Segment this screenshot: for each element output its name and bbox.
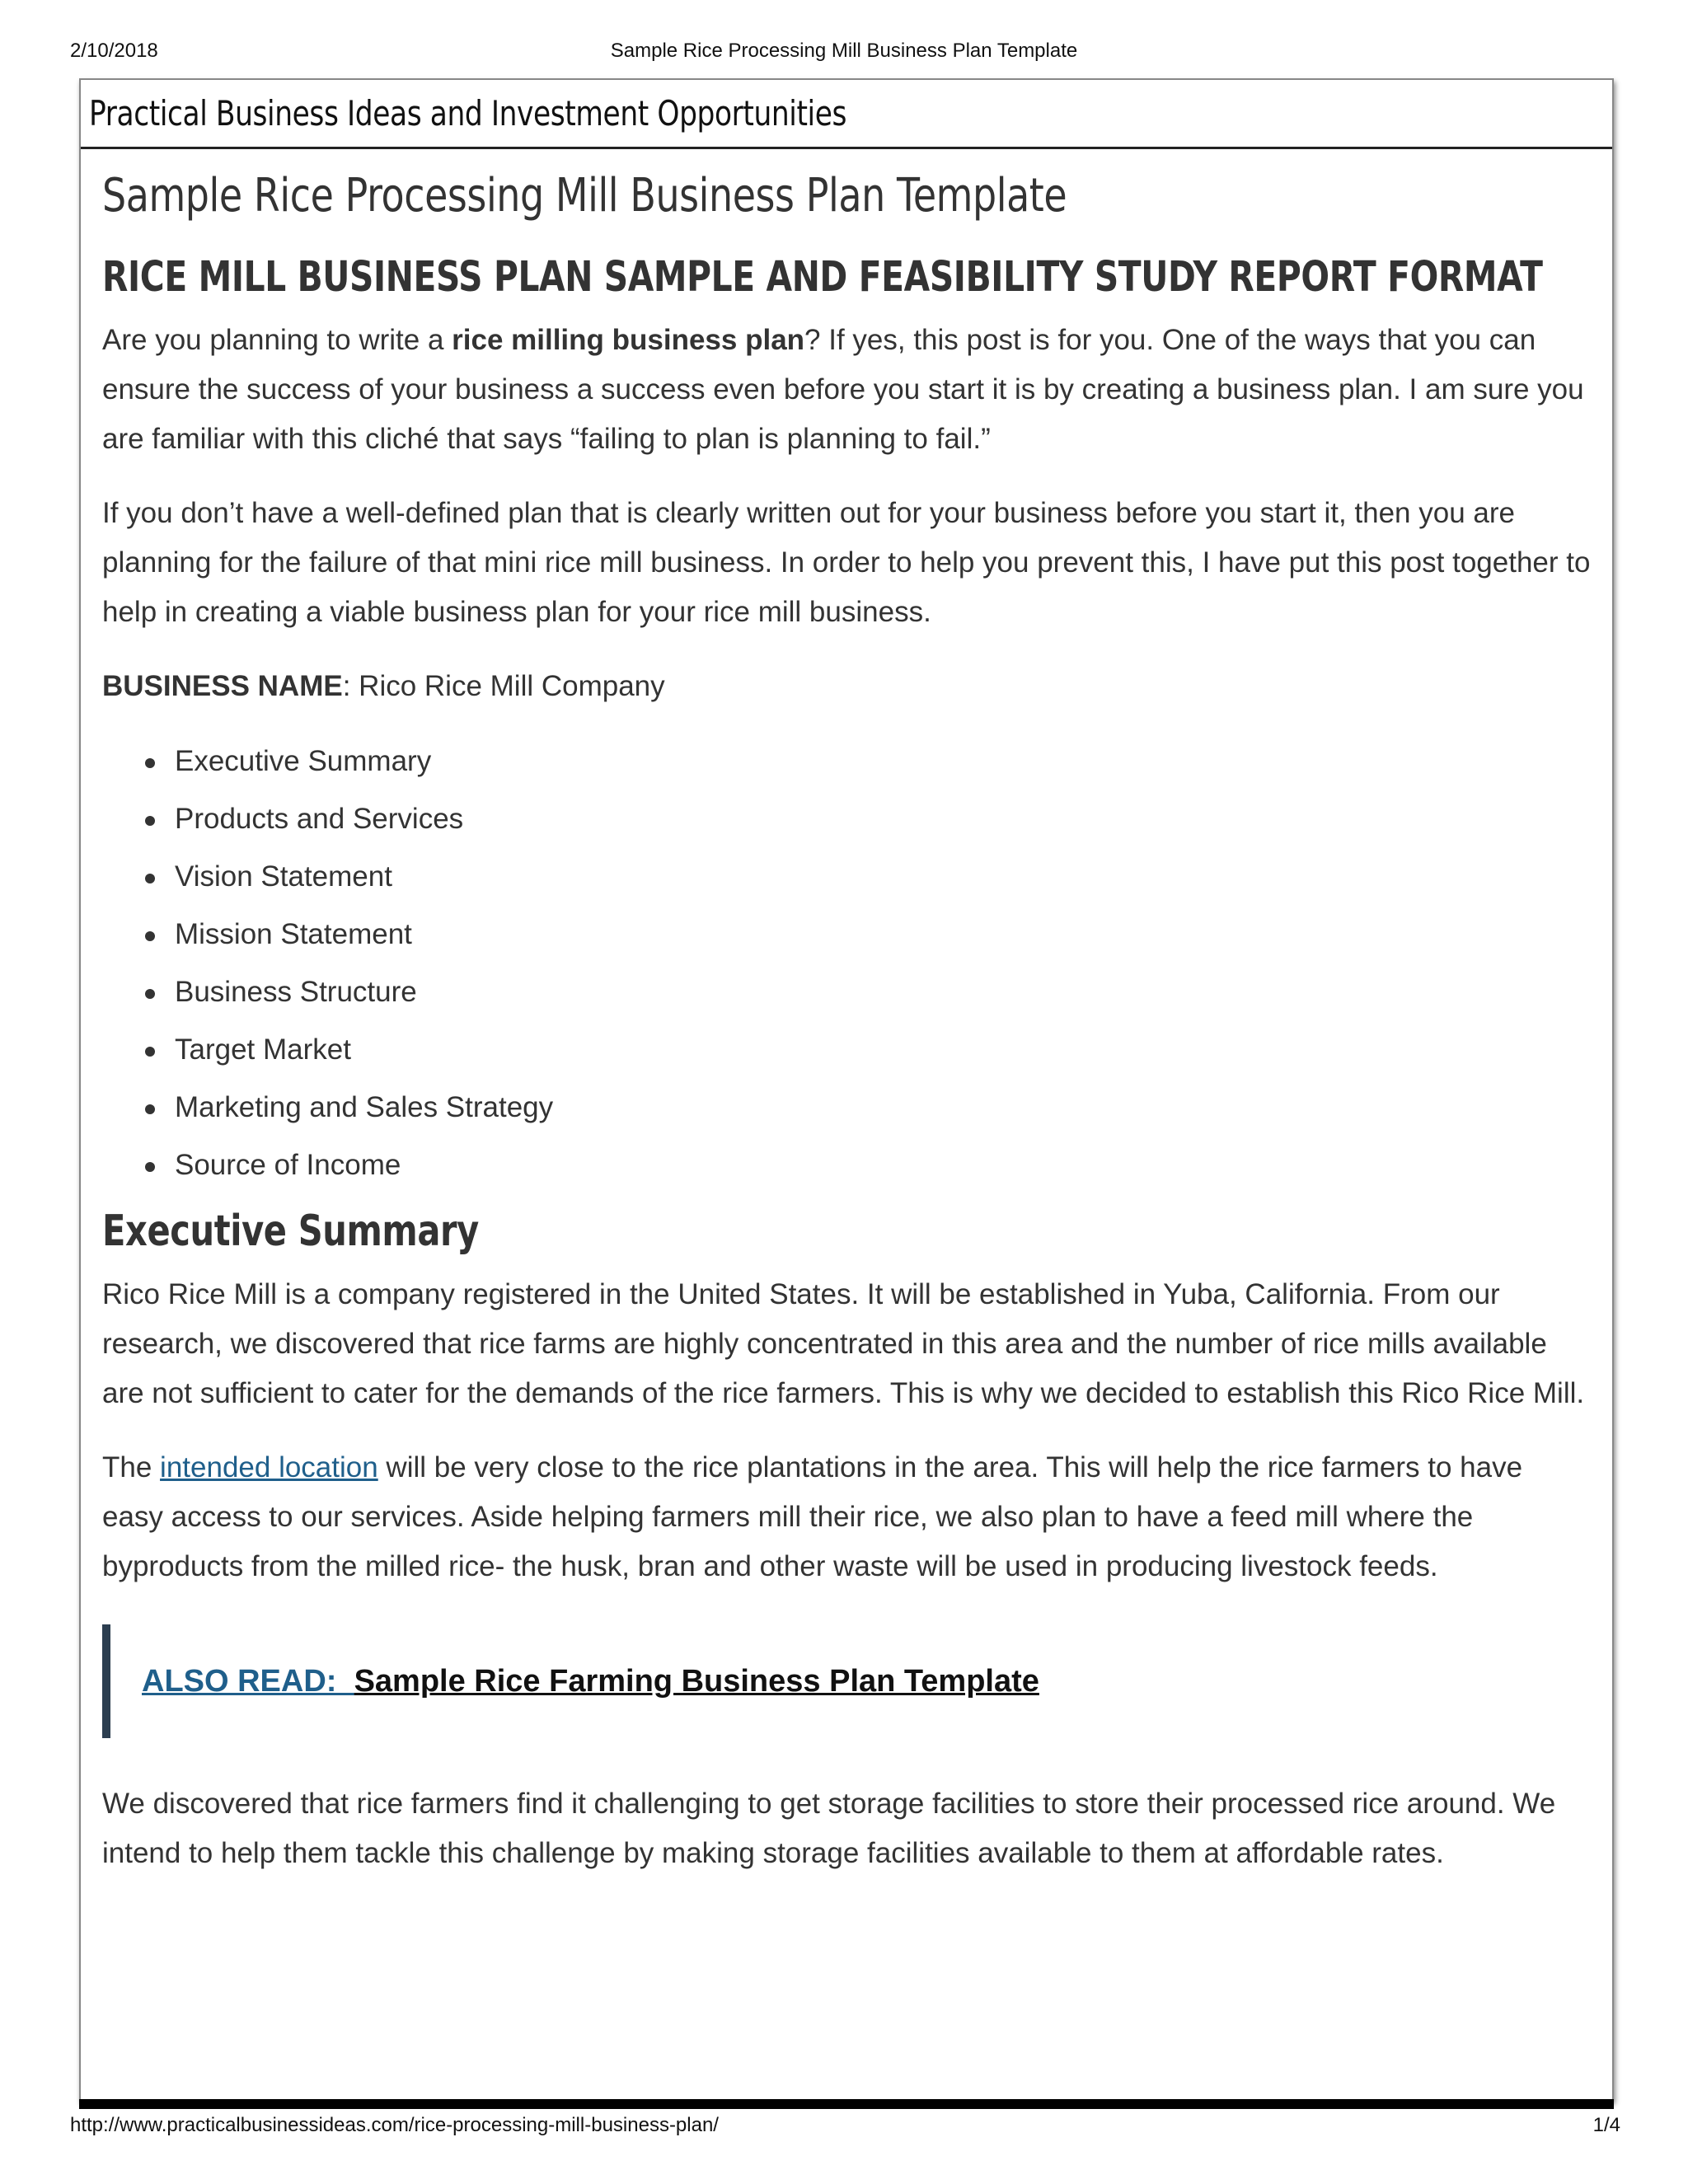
executive-summary-paragraph-2 (102, 1443, 1591, 1591)
print-header (0, 40, 1688, 68)
print-footer (0, 2114, 1688, 2142)
business-name-line (102, 662, 1591, 711)
article-content (81, 167, 1612, 1878)
intro-bold-text: rice milling business plan (452, 324, 805, 356)
toc-item: Target Market (175, 1021, 1591, 1079)
also-read-callout (102, 1624, 1591, 1738)
toc-item: Marketing and Sales Strategy (175, 1079, 1591, 1137)
executive-summary-paragraph-1: Rico Rice Mill is a company registered in the United States. It will be established in Yuba, California. From our research, we discovered that rice farms are highly concentrated in this area and the number of rice mills available are not sufficient to cater for the demands of the rice farmers. This is why we decided to establish this Rico Rice Mill. (102, 1278, 1585, 1409)
also-read-label[interactable]: ALSO READ: (142, 1663, 354, 1699)
intro-text-before: Are you planning to write a (102, 324, 452, 356)
toc-item: Executive Summary (175, 733, 1591, 790)
para2-text-before: The (102, 1451, 161, 1483)
print-title: Sample Rice Processing Mill Business Plan Template (610, 40, 1078, 62)
intro-text-after: ? If yes, this post is for you. One of the ways that you can ensure the success of your business a success even before you start it is by creating a business plan. I am sure you are familiar with this cliché that says “failing to plan is planning to fail.” (102, 324, 1584, 455)
toc-item: Mission Statement (175, 906, 1591, 963)
page-frame (79, 78, 1614, 2101)
table-of-contents (102, 733, 1591, 1194)
toc-item: Products and Services (175, 790, 1591, 848)
site-header (81, 80, 1612, 149)
business-name-label: BUSINESS NAME (102, 670, 343, 702)
para2-text-after: will be very close to the rice plantations in the area. This will help the rice farmers to have easy access to our services. Aside helping farmers mill their rice, we also plan to have a feed mill where the byproducts from the milled rice- the husk, bran and other waste will be used in producing livestock feeds. (102, 1451, 1523, 1582)
intro-paragraph (102, 316, 1591, 464)
executive-summary-paragraph-3: We discovered that rice farmers find it challenging to get storage facilities to store their processed rice around. We intend to help them tackle this challenge by making storage facilities available to them at affordable rates. (102, 1788, 1556, 1869)
executive-summary-heading: Executive Summary (102, 1207, 479, 1256)
print-url: http://www.practicalbusinessideas.com/rice-processing-mill-business-plan/ (70, 2114, 719, 2136)
business-name-value: : Rico Rice Mill Company (342, 670, 665, 702)
print-date: 2/10/2018 (70, 40, 158, 62)
second-paragraph: If you don’t have a well-defined plan that is clearly written out for your business before you start it, then you are planning for the failure of that mini rice mill business. In order to help you prevent this, I have put this post together to help in creating a viable business plan for your rice mill business. (102, 497, 1591, 628)
toc-item: Vision Statement (175, 848, 1591, 906)
site-title-link[interactable]: Practical Business Ideas and Investment Opportunities (89, 93, 847, 134)
article-subtitle: RICE MILL BUSINESS PLAN SAMPLE AND FEASIBILITY STUDY REPORT FORMAT (102, 253, 1543, 302)
print-page-number: 1/4 (1592, 2114, 1620, 2136)
toc-item: Business Structure (175, 963, 1591, 1021)
intended-location-link[interactable]: intended location (160, 1451, 378, 1483)
also-read-link[interactable]: Sample Rice Farming Business Plan Template (354, 1663, 1039, 1699)
toc-item: Source of Income (175, 1137, 1591, 1194)
article-title: Sample Rice Processing Mill Business Plan Template (102, 169, 1067, 223)
